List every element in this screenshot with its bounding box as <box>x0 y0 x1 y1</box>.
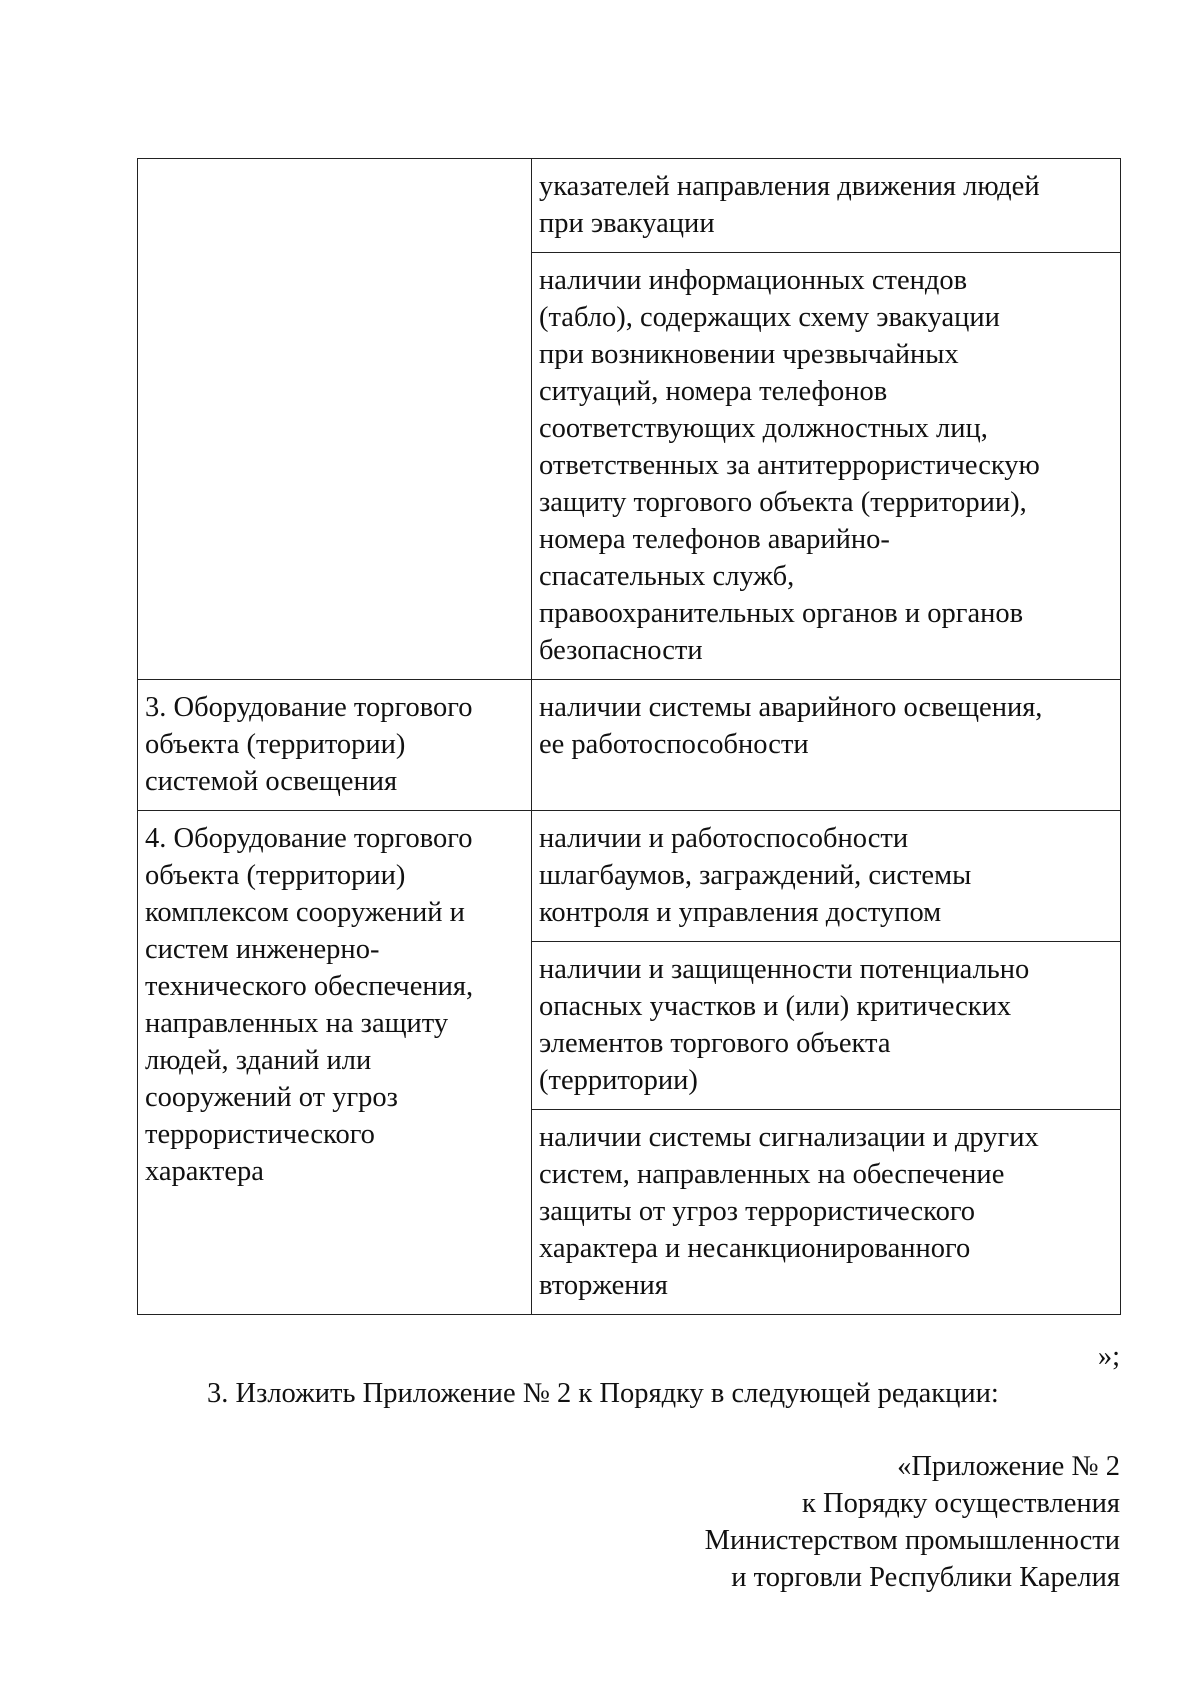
check-text: наличии системы аварийного освещения, ее работоспособности <box>539 692 1043 760</box>
amendment-paragraph: 3. Изложить Приложение № 2 к Порядку в следующей редакции: <box>207 1378 999 1409</box>
table-cell-criterion <box>138 159 532 680</box>
table-cell-check <box>532 680 1121 811</box>
table-cell-criterion <box>138 680 532 811</box>
table-row <box>138 680 1121 811</box>
table-cell-check <box>532 253 1121 680</box>
closing-quote: »; <box>1097 1341 1120 1372</box>
appendix-header-line: «Приложение № 2 <box>897 1451 1120 1482</box>
table-row <box>138 811 1121 942</box>
check-text: наличии и защищенности потенциально опасных участков и (или) критических элементов торгового объекта (территории) <box>539 954 1030 1096</box>
table-cell-check <box>532 942 1121 1110</box>
table-cell-criterion <box>138 811 532 1315</box>
check-text: указателей направления движения людей при эвакуации <box>539 171 1040 239</box>
table-cell-check <box>532 811 1121 942</box>
check-text: наличии информационных стендов (табло), содержащих схему эвакуации при возникновении чрезвычайных ситуаций, номера телефонов соответствующих должностных лиц, ответственных за антитеррористическую защиту торгового объекта (территории), номера телефонов аварийно- спасательных служб, правоохранительных органов и органов безопасности <box>539 265 1040 666</box>
criterion-text: 4. Оборудование торгового объекта (территории) комплексом сооружений и систем инженерно- технического обеспечения, направленных на защиту людей, зданий или сооружений от угроз террористического характера <box>145 823 474 1187</box>
appendix-header-line: и торговли Республики Карелия <box>731 1562 1120 1593</box>
criterion-text: 3. Оборудование торгового объекта (территории) системой освещения <box>145 692 473 797</box>
check-text: наличии системы сигнализации и других систем, направленных на обеспечение защиты от угроз террористического характера и несанкционированного вторжения <box>539 1122 1039 1301</box>
appendix-header <box>137 1448 1120 1596</box>
requirements-table <box>137 158 1121 1315</box>
appendix-header-line: к Порядку осуществления <box>802 1488 1120 1519</box>
table-cell-check <box>532 159 1121 253</box>
appendix-header-line: Министерством промышленности <box>704 1525 1120 1556</box>
check-text: наличии и работоспособности шлагбаумов, заграждений, системы контроля и управления доступом <box>539 823 972 928</box>
table-row <box>138 159 1121 253</box>
table-cell-check <box>532 1110 1121 1315</box>
